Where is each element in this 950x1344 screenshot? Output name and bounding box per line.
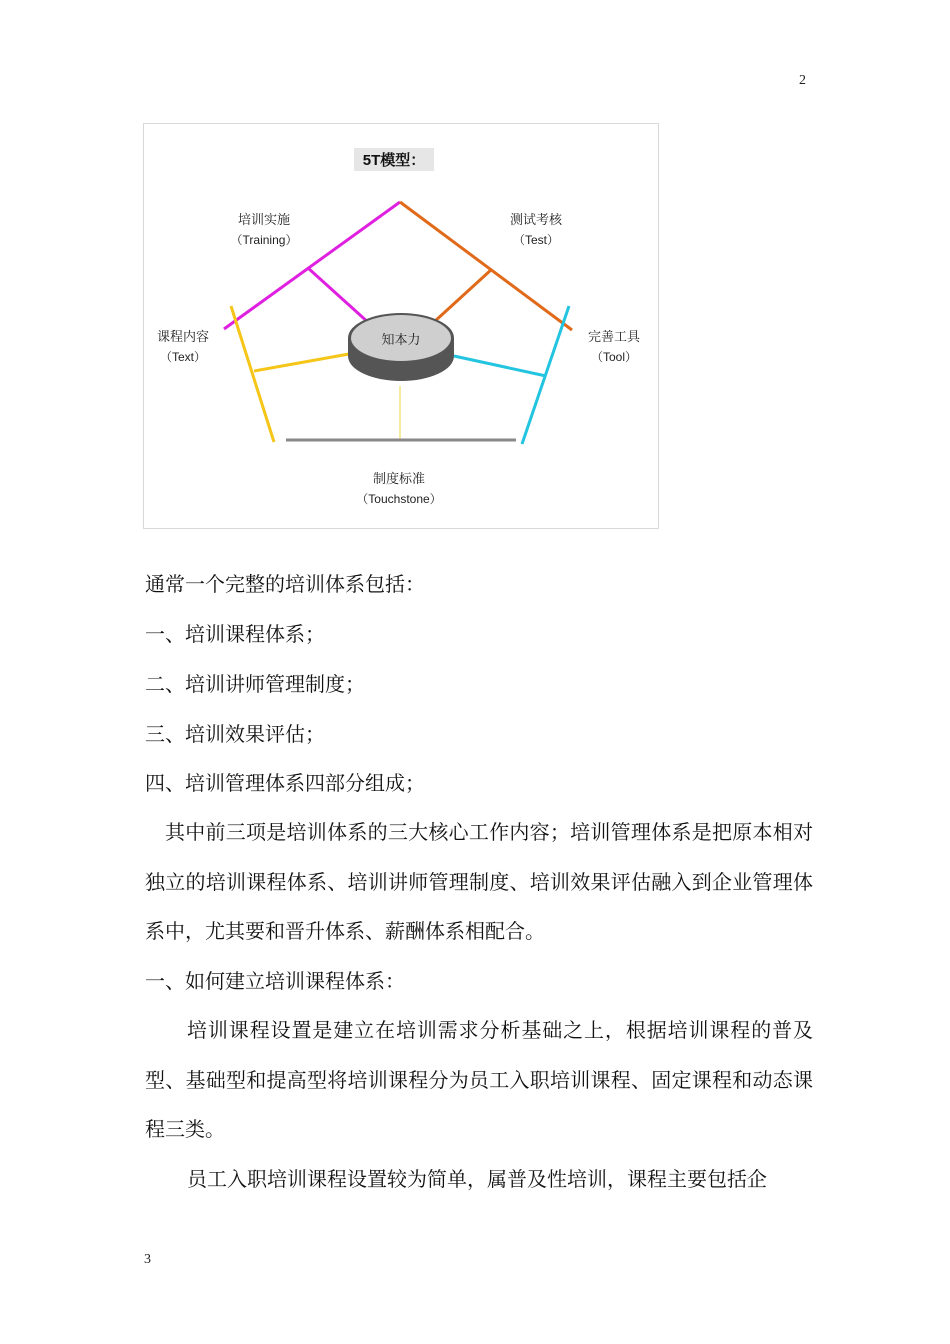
paragraph-core-content: 其中前三项是培训体系的三大核心工作内容；培训管理体系是把原本相对独立的培训课程体系、培训讲师管理制度、培训效果评估融入到企业管理体系中，尤其要和晋升体系、薪酬体系相配合。 bbox=[145, 820, 813, 943]
node-training bbox=[209, 210, 319, 250]
node-test-en: （Test） bbox=[512, 233, 559, 247]
node-text-en: （Text） bbox=[159, 350, 206, 364]
intro-line: 通常一个完整的培训体系包括： bbox=[145, 572, 425, 596]
page-number-top: 2 bbox=[799, 73, 806, 88]
paragraph-onboarding: 员工入职培训课程设置较为简单，属普及性培训，课程主要包括企 bbox=[187, 1167, 767, 1191]
node-text bbox=[128, 327, 238, 367]
node-test bbox=[481, 210, 591, 250]
node-tool-cn: 完善工具 bbox=[587, 329, 640, 344]
test-spoke bbox=[434, 269, 492, 322]
paragraph-course-setup: 培训课程设置是建立在培训需求分析基础之上，根据培训课程的普及型、基础型和提高型将培训课程分为员工入职培训课程、固定课程和动态课程三类。 bbox=[145, 1018, 813, 1141]
list-item-3: 三、培训效果评估； bbox=[145, 722, 325, 746]
node-touchstone-en: （Touchstone） bbox=[356, 492, 442, 506]
node-touchstone bbox=[344, 469, 454, 509]
node-training-cn: 培训实施 bbox=[237, 212, 290, 227]
section-heading-course-system: 一、如何建立培训课程体系： bbox=[145, 969, 405, 993]
training-spoke bbox=[308, 268, 370, 324]
5t-model-diagram bbox=[143, 123, 659, 529]
text-spoke bbox=[254, 354, 349, 371]
tool-spoke bbox=[454, 356, 546, 376]
page-number-bottom: 3 bbox=[144, 1252, 151, 1267]
diagram-title: 5T模型： bbox=[354, 148, 434, 171]
center-label: 知本力 bbox=[381, 332, 421, 347]
node-training-en: （Training） bbox=[230, 233, 298, 247]
list-item-4: 四、培训管理体系四部分组成； bbox=[145, 771, 425, 795]
list-item-2: 二、培训讲师管理制度； bbox=[145, 672, 365, 696]
node-touchstone-cn: 制度标准 bbox=[372, 471, 425, 486]
node-tool-en: （Tool） bbox=[590, 350, 637, 364]
list-item-1: 一、培训课程体系； bbox=[145, 622, 325, 646]
node-test-cn: 测试考核 bbox=[509, 212, 562, 227]
node-text-cn: 课程内容 bbox=[156, 329, 209, 344]
node-tool bbox=[559, 327, 669, 367]
